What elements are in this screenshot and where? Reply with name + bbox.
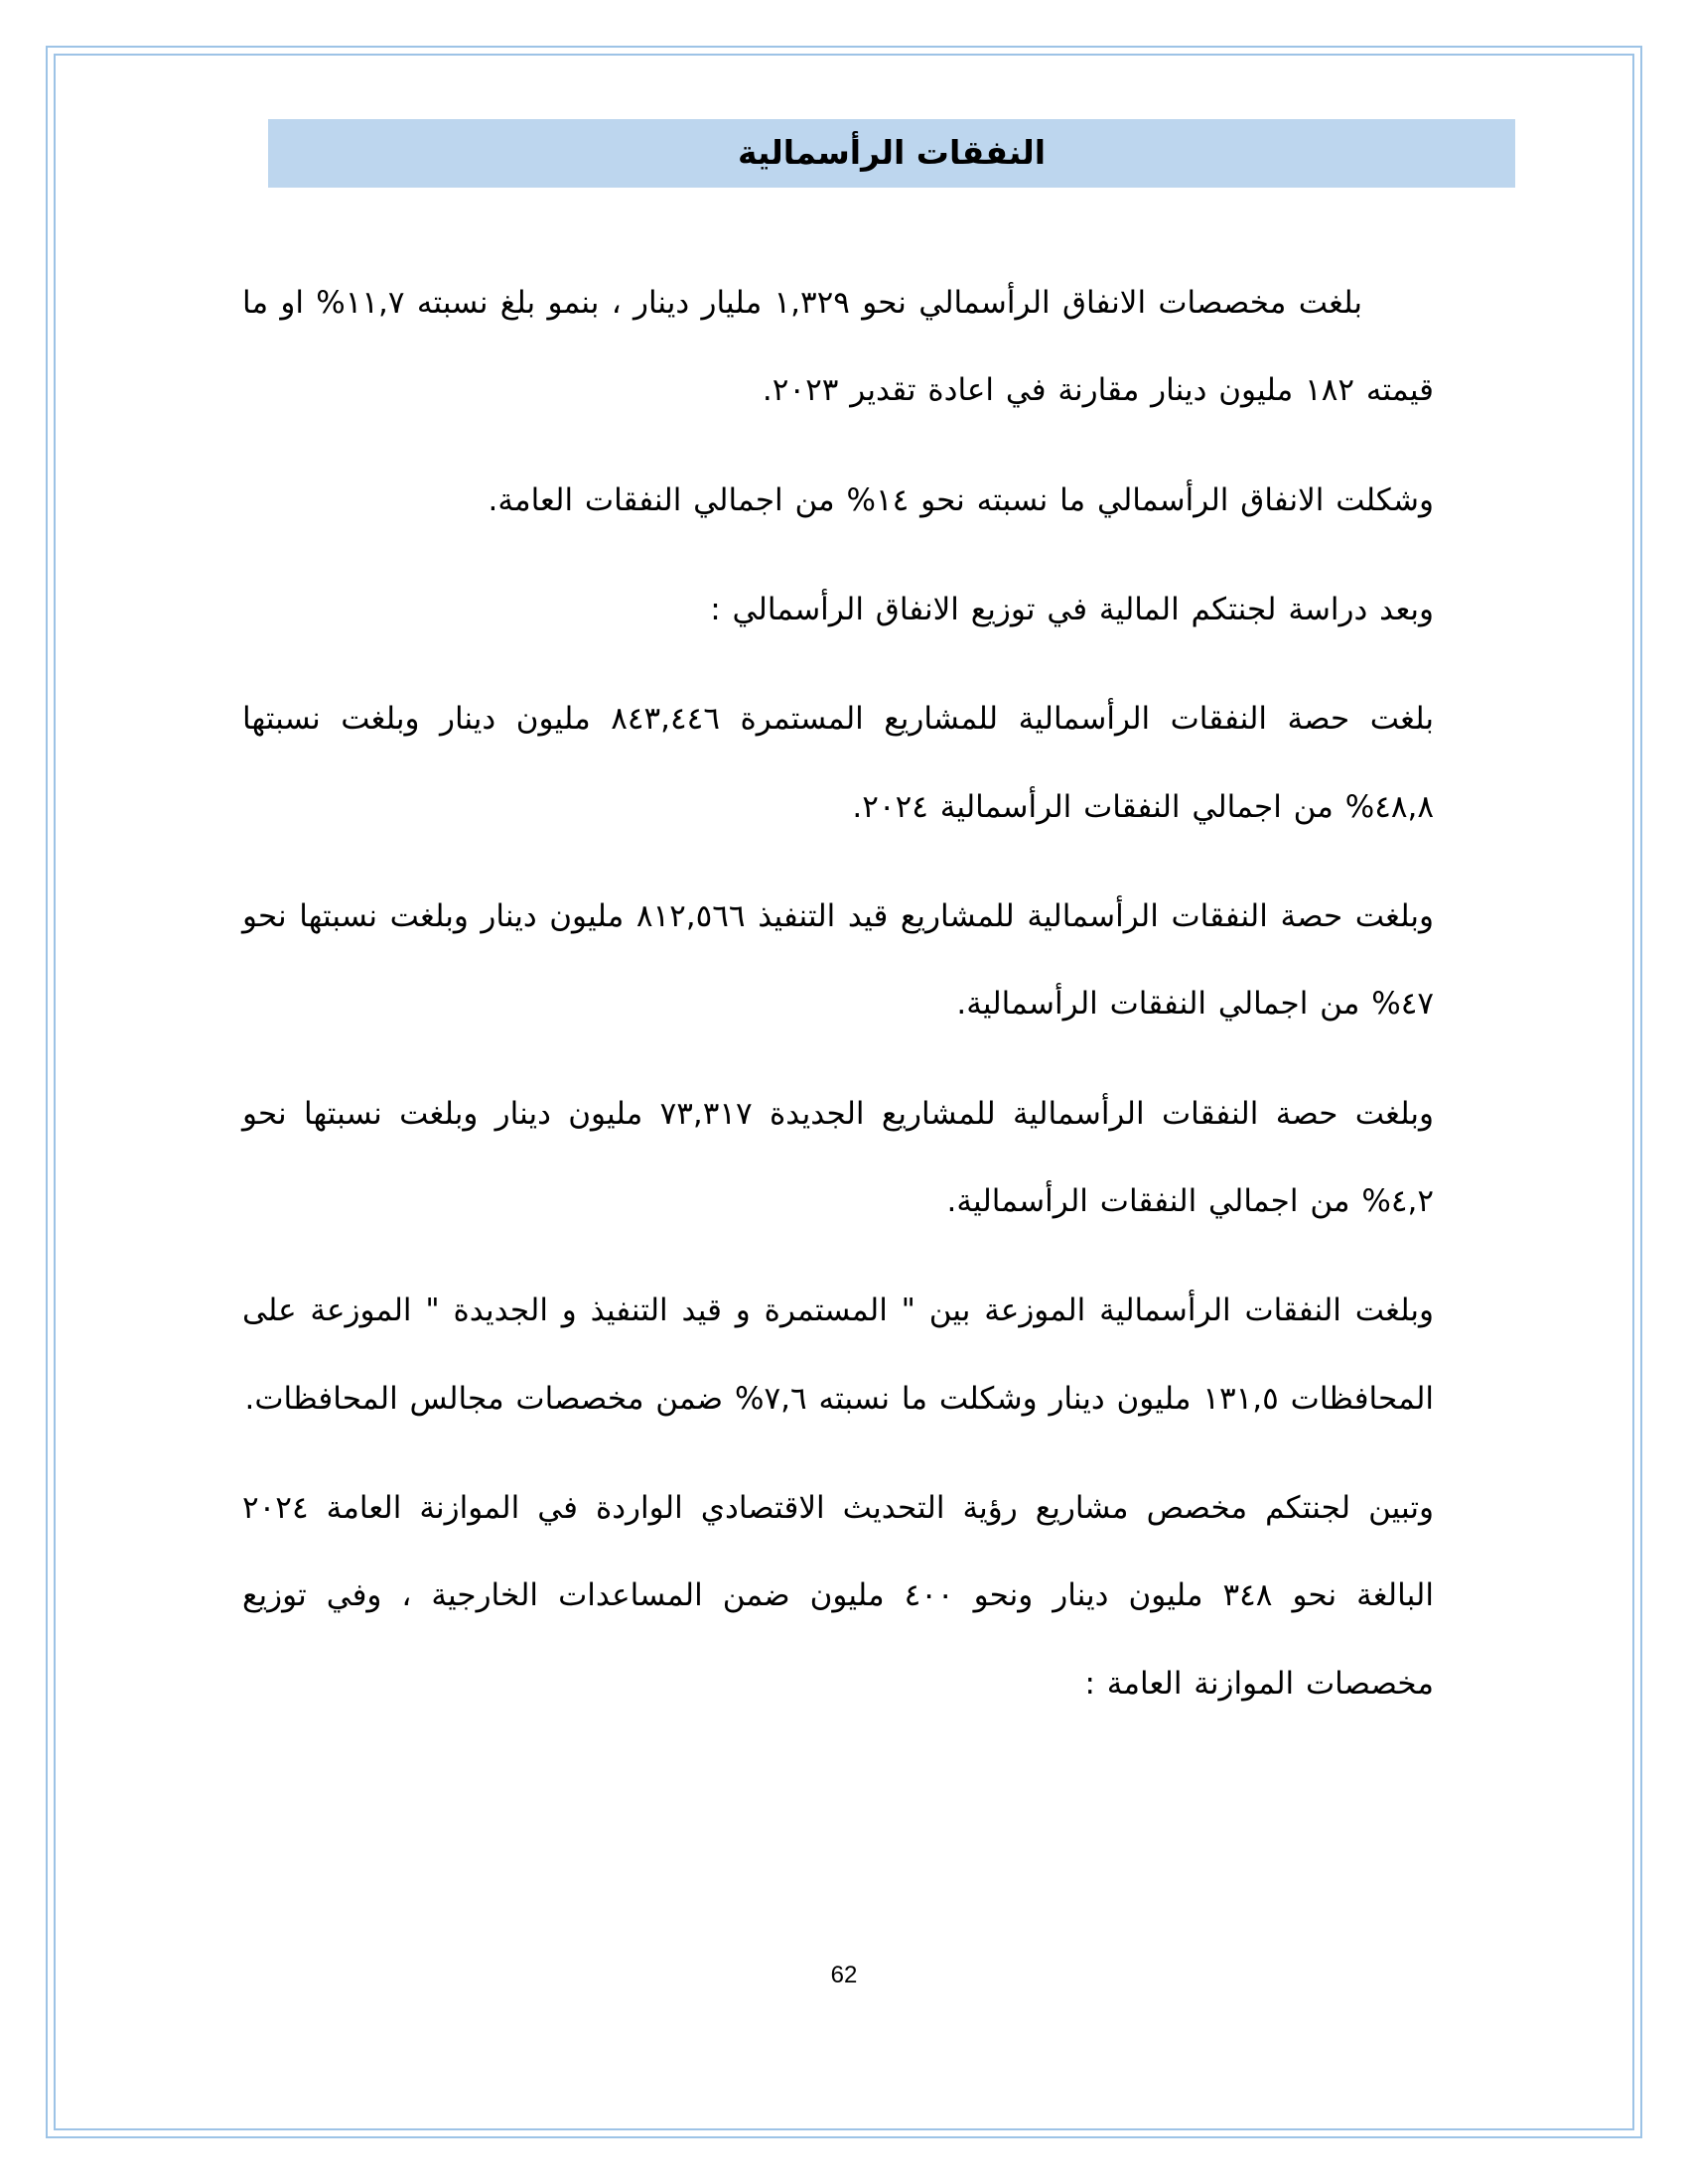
document-body (242, 259, 1434, 1727)
paragraph-capital-allocation: بلغت مخصصات الانفاق الرأسمالي نحو ١,٣٢٩ مليار دينار ، بنمو بلغ نسبته ١١,٧% او ما قيمته ١٨٢ مليون دينار مقارنة في اعادة تقدير ٢٠٢٣. (242, 285, 1434, 409)
paragraph-new-projects: وبلغت حصة النفقات الرأسمالية للمشاريع الجديدة ٧٣,٣١٧ مليون دينار وبلغت نسبتها نحو ٤,٢% من اجمالي النفقات الرأسمالية. (242, 1095, 1434, 1220)
paragraph-continuing-projects: بلغت حصة النفقات الرأسمالية للمشاريع المستمرة ٨٤٣,٤٤٦ مليون دينار وبلغت نسبتها ٤٨,٨% من اجمالي النفقات الرأسمالية ٢٠٢٤. (242, 701, 1434, 825)
page-border (46, 46, 1642, 2138)
paragraph-share-of-total-expenditure: وشكلت الانفاق الرأسمالي ما نسبته نحو ١٤% من اجمالي النفقات العامة. (488, 481, 1434, 518)
page-number: 62 (830, 1962, 858, 1988)
section-header-band (268, 119, 1515, 188)
section-title: النفقات الرأسمالية (737, 133, 1047, 172)
page-border-inner (54, 54, 1634, 2130)
paragraph-governorates-distribution: وبلغت النفقات الرأسمالية الموزعة بين " المستمرة و قيد التنفيذ و الجديدة " الموزعة على المحافظات ١٣١,٥ مليون دينار وشكلت ما نسبته ٧,٦% ضمن مخصصات مجالس المحافظات. (242, 1293, 1434, 1417)
paragraph-economic-modernization-vision: وتبين لجنتكم مخصص مشاريع رؤية التحديث الاقتصادي الواردة في الموازنة العامة ٢٠٢٤ البالغة نحو ٣٤٨ مليون دينار ونحو ٤٠٠ مليون ضمن المساعدات الخارجية ، وفي توزيع مخصصات الموازنة العامة : (242, 1490, 1434, 1702)
paragraph-committee-study-intro: وبعد دراسة لجنتكم المالية في توزيع الانفاق الرأسمالي : (710, 592, 1434, 628)
paragraph-under-implementation-projects: وبلغت حصة النفقات الرأسمالية للمشاريع قيد التنفيذ ٨١٢,٥٦٦ مليون دينار وبلغت نسبتها نحو ٤٧% من اجمالي النفقات الرأسمالية. (242, 898, 1434, 1023)
